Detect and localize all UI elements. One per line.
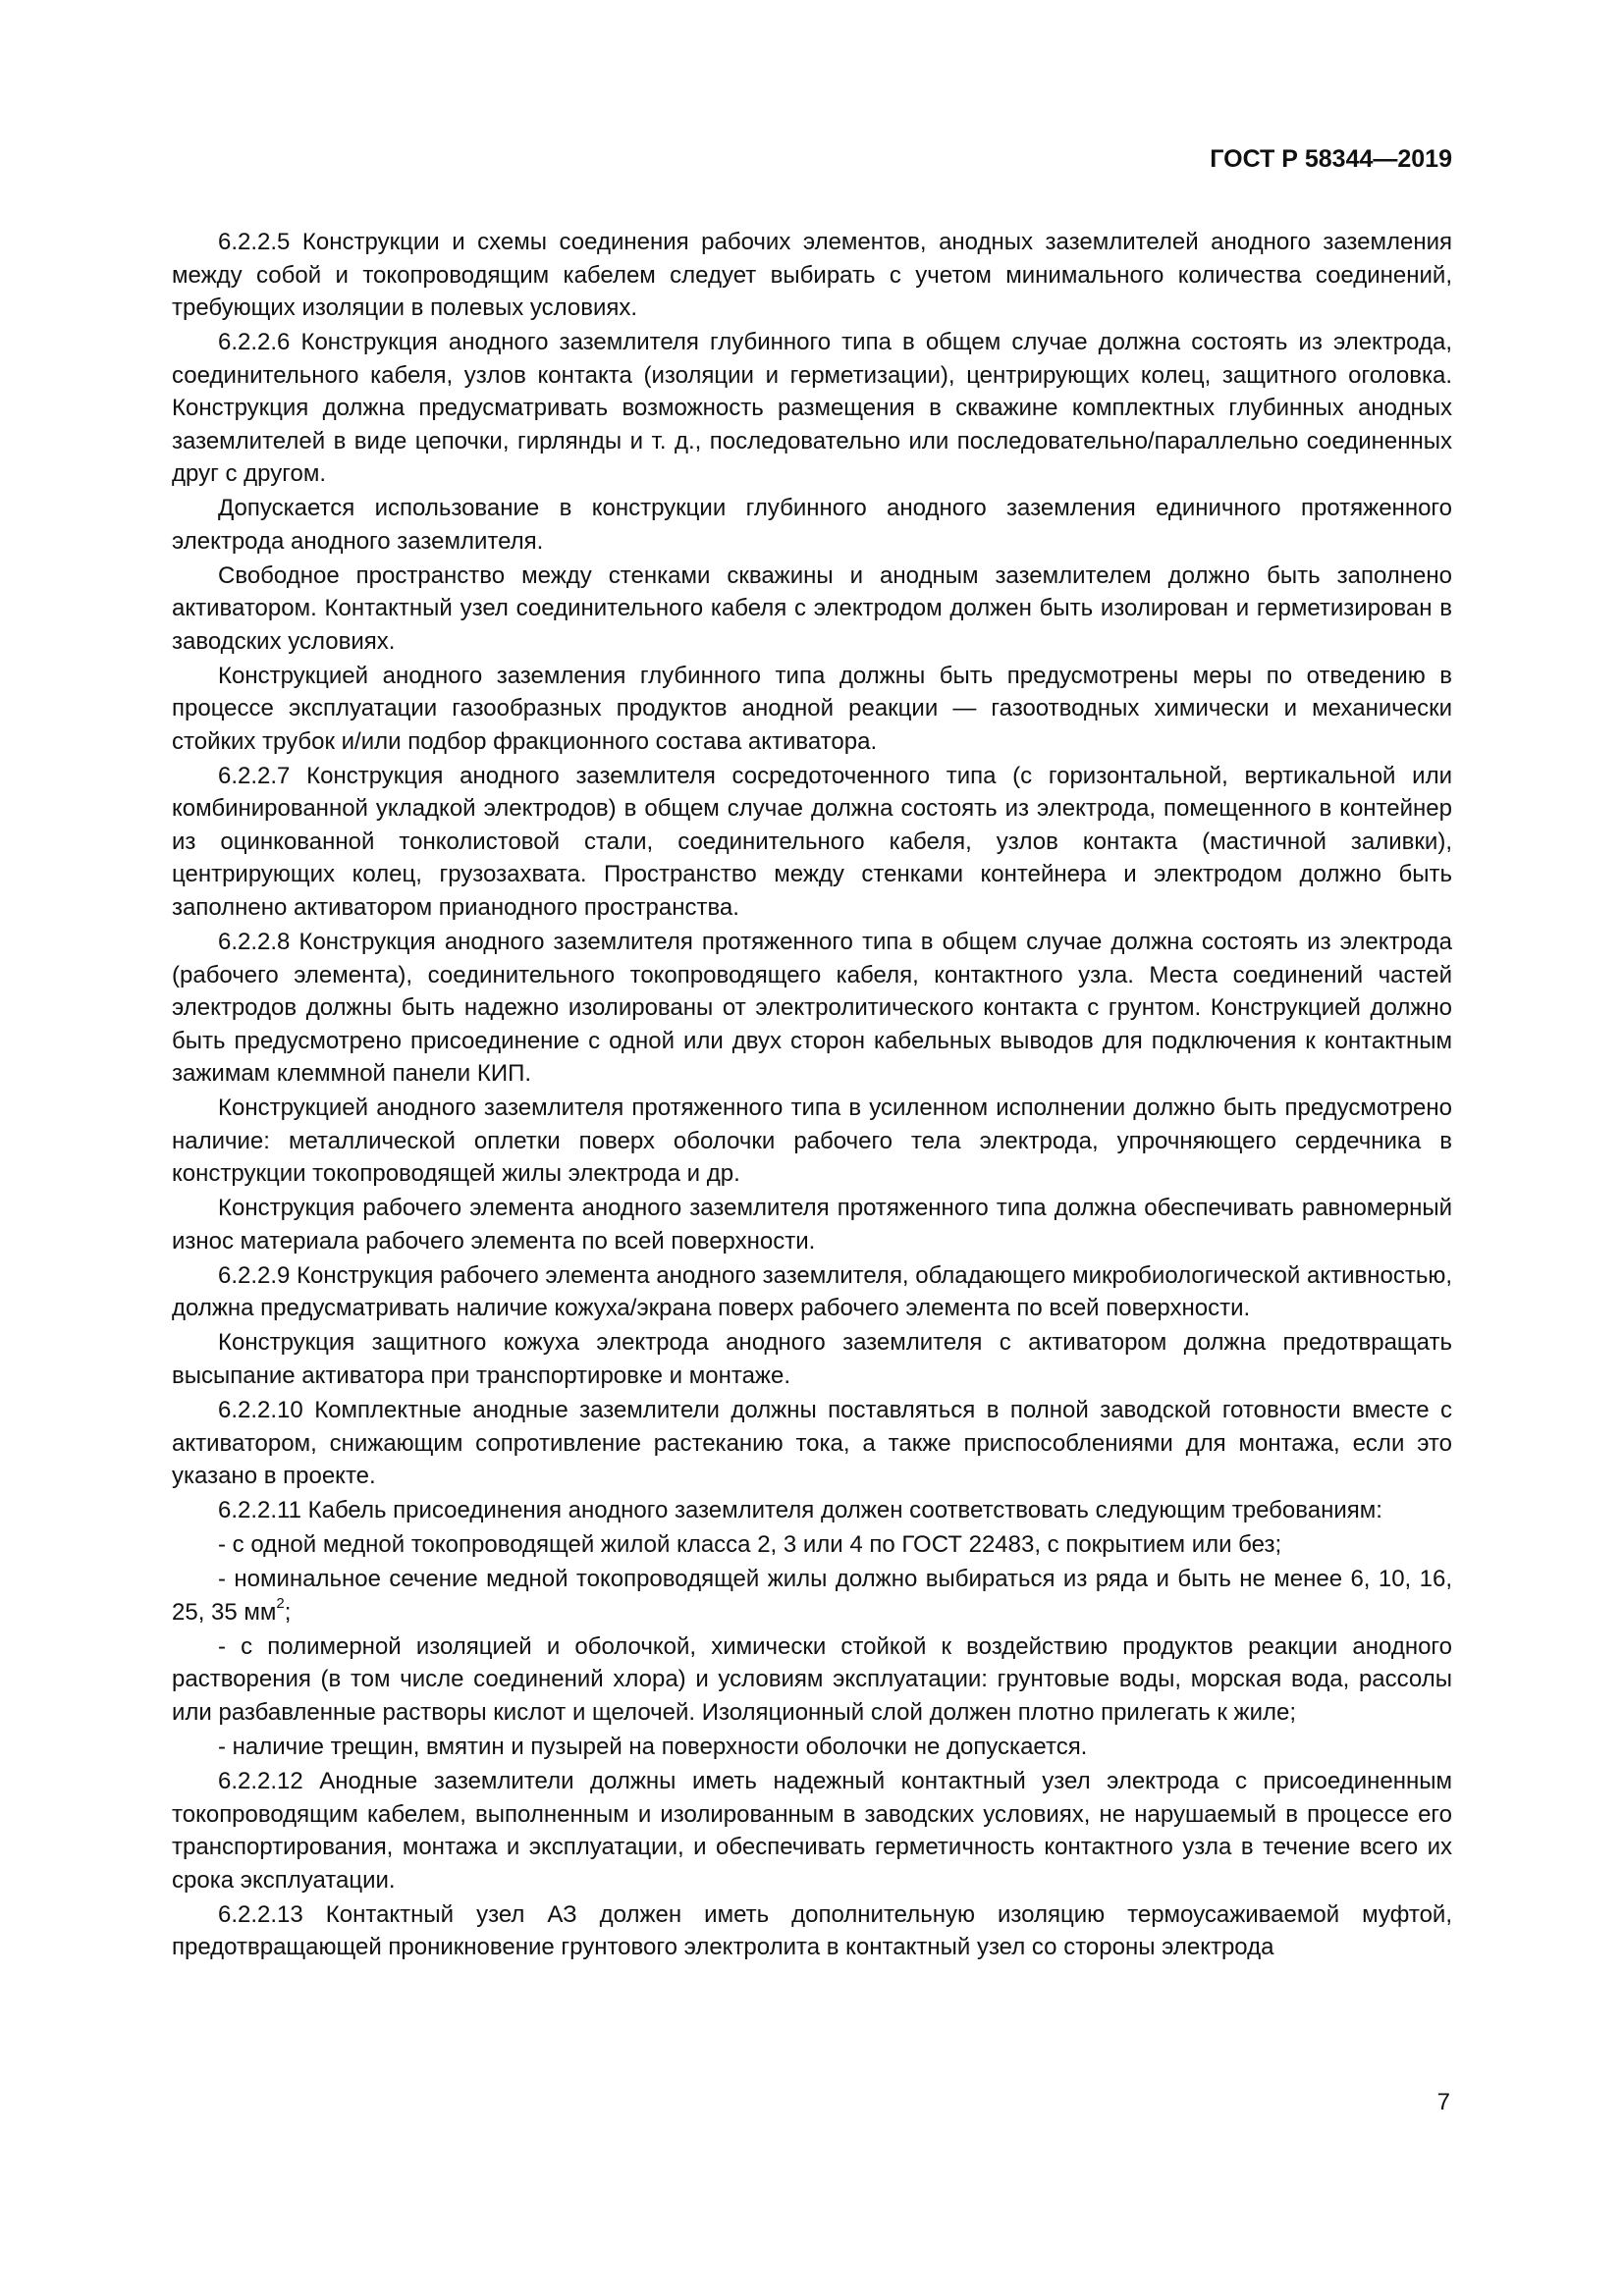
cross-section-tail: ; [284, 1598, 292, 1626]
paragraph-6-2-2-8: 6.2.2.8 Конструкция анодного заземлителя протяженного типа в общем случае должна состоять из электрода (рабочего элемента), соединительного токопроводящего кабеля, контактного узла. Места соединений частей электродов должны быть надежно изолированы от электролитического контакта с грунтом. Конструкцией должно быть предусмотрено присоединение с одной или двух сторон кабельных выводов для подключения к контактным зажимам клеммной панели КИП. [172, 929, 1452, 1088]
paragraph-6-2-2-13: 6.2.2.13 Контактный узел АЗ должен иметь дополнительную изоляцию термоусаживаемой муфтой, предотвращающей проникновение грунтового электролита в контактный узел со стороны электрода [172, 1900, 1452, 1961]
list-item-cross-section [172, 1563, 1452, 1629]
paragraph-reinforced-design: Конструкцией анодного заземлителя протяженного типа в усиленном исполнении должно быть предусмотрено наличие: металлической оплетки поверх оболочки рабочего тела электрода, упрочняющего сердечника в конструкции токопроводящей жилы электрода и др. [172, 1095, 1452, 1188]
paragraph-6-2-2-12: 6.2.2.12 Анодные заземлители должны иметь надежный контактный узел электрода с присоединенным токопроводящим кабелем, выполненным и изолированным в заводских условиях, не нарушаемый в процессе его транспортирования, монтажа и эксплуатации, и обеспечивать герметичность контактного узла в течение всего их срока эксплуатации. [172, 1768, 1452, 1894]
paragraph-protective-casing: Конструкция защитного кожуха электрода анодного заземлителя с активатором должна предотвращать высыпание активатора при транспортировке и монтаже. [172, 1329, 1452, 1389]
paragraph-uniform-wear: Конструкция рабочего элемента анодного заземлителя протяженного типа должна обеспечивать равномерный износ материала рабочего элемента по всей поверхности. [172, 1195, 1452, 1255]
document-body [172, 226, 1452, 1965]
list-item-copper-core: - с одной медной токопроводящей жилой класса 2, 3 или 4 по ГОСТ 22483, с покрытием или без; [218, 1531, 1282, 1559]
paragraph-6-2-2-6: 6.2.2.6 Конструкция анодного заземлителя глубинного типа в общем случае должна состоять из электрода, соединительного кабеля, узлов контакта (изоляции и герметизации), центрирующих колец, защитного оголовка. Конструкция должна предусматривать возможность размещения в скважине комплектных глубинных анодных заземлителей в виде цепочки, гирлянды и т. д., последовательно или последовательно/параллельно соединенных друг с другом. [172, 329, 1452, 488]
paragraph-6-2-2-9: 6.2.2.9 Конструкция рабочего элемента анодного заземлителя, обладающего микробиологической активностью, должна предусматривать наличие кожуха/экрана поверх рабочего элемента по всей поверхности. [172, 1261, 1452, 1322]
paragraph-free-space-activator: Свободное пространство между стенками скважины и анодным заземлителем должно быть заполнено активатором. Контактный узел соединительного кабеля с электродом должен быть изолирован и герметизирован в заводских условиях. [172, 561, 1452, 655]
paragraph-6-2-2-10: 6.2.2.10 Комплектные анодные заземлители должны поставляться в полной заводской готовности вместе с активатором, снижающим сопротивление растеканию тока, а также приспособлениями для монтажа, если это указано в проекте. [172, 1397, 1452, 1490]
page-number: 7 [1436, 2089, 1450, 2115]
list-item-no-defects: - наличие трещин, вмятин и пузырей на поверхности оболочки не допускается. [218, 1734, 1088, 1760]
paragraph-6-2-2-5: 6.2.2.5 Конструкции и схемы соединения рабочих элементов, анодных заземлителей анодного заземления между собой и токопроводящим кабелем следует выбирать с учетом минимального количества соединений, требующих изоляции в полевых условиях. [172, 229, 1452, 321]
list-item-polymer-insulation: - с полимерной изоляцией и оболочкой, химически стойкой к воздействию продуктов реакции анодного растворения (в том числе соединений хлора) и условиям эксплуатации: грунтовые воды, морская вода, рассолы или разбавленные растворы кислот и щелочей. Изоляционный слой должен плотно прилегать к жиле; [172, 1632, 1452, 1726]
paragraph-gas-removal: Конструкцией анодного заземления глубинного типа должны быть предусмотрены меры по отведению в процессе эксплуатации газообразных продуктов анодной реакции — газоотводных химически и механически стойких трубок и/или подбор фракционного состава активатора. [172, 662, 1452, 755]
cross-section-text: - номинальное сечение медной токопроводящей жилы должно выбираться из ряда и быть не менее 6, 10, 16, 25, 35 мм [172, 1566, 1452, 1626]
document-code-header: ГОСТ Р 58344—2019 [1210, 145, 1452, 173]
paragraph-6-2-2-7: 6.2.2.7 Конструкция анодного заземлителя сосредоточенного типа (с горизонтальной, вертикальной или комбинированной укладкой электродов) в общем случае должна состоять из электрода, помещенного в контейнер из оцинкованной тонколистовой стали, соединительного кабеля, узлов контакта (мастичной заливки), центрирующих колец, грузозахвата. Пространство между стенками контейнера и электродом должно быть заполнено активатором прианодного пространства. [172, 762, 1452, 921]
superscript-2: 2 [276, 1594, 285, 1612]
paragraph-6-2-2-11: 6.2.2.11 Кабель присоединения анодного заземлителя должен соответствовать следующим требованиям: [218, 1497, 1382, 1524]
paragraph-deep-extended-electrode: Допускается использование в конструкции глубинного анодного заземления единичного протяженного электрода анодного заземлителя. [172, 495, 1452, 555]
